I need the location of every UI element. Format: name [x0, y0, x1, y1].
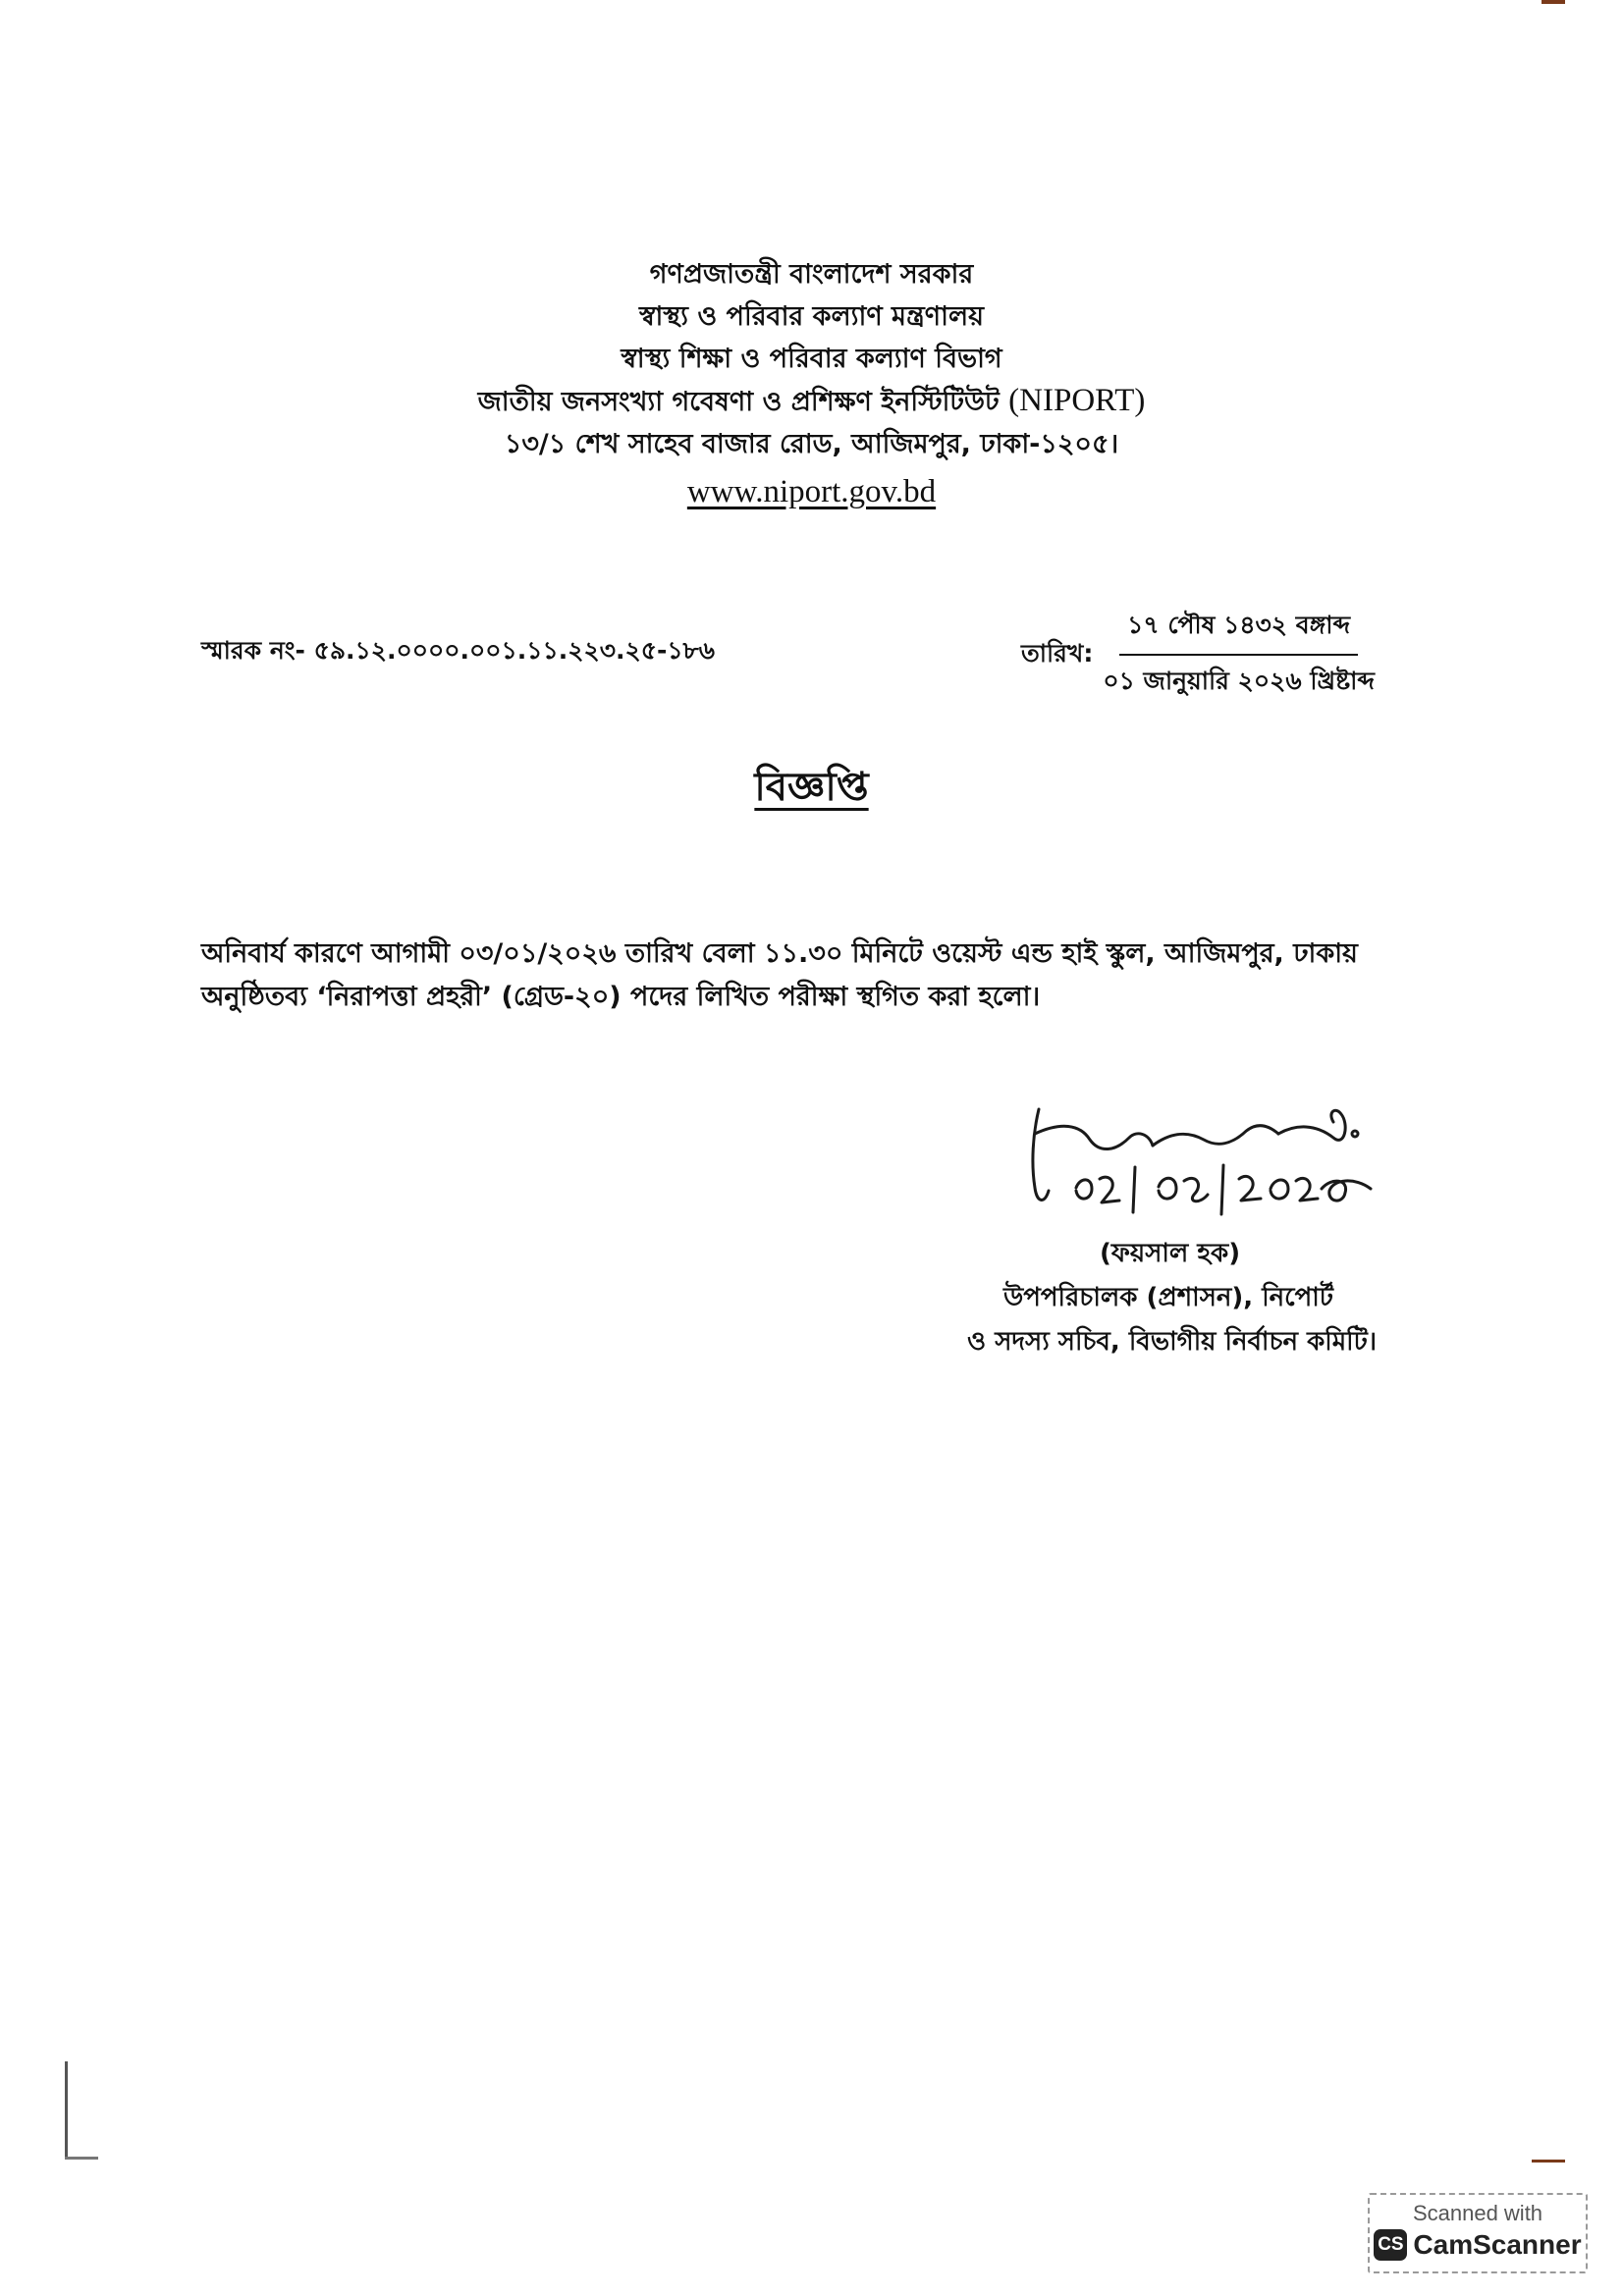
notice-title-text: বিজ্ঞপ্তি [754, 765, 869, 810]
camscanner-brand-row [1370, 2229, 1586, 2261]
date-bangla: ১৭ পৌষ ১৪৩২ বঙ্গাব্দ [1119, 606, 1358, 656]
institute-abbreviation: (NIPORT) [1008, 383, 1146, 418]
date-gregorian: ০১ জানুয়ারি ২০২৬ খ্রিষ্টাব্দ [1103, 667, 1375, 695]
camscanner-logo-icon: CS [1374, 2229, 1407, 2261]
scan-edge-mark-right [1532, 2160, 1565, 2163]
scan-edge-mark-left [65, 2061, 68, 2158]
institute-address: ১৩/১ শেখ সাহেব বাজার রোড, আজিমপুর, ঢাকা-১২০৫। [504, 429, 1119, 459]
signer-designation: উপপরিচালক (প্রশাসন), নিপোর্ট [1003, 1283, 1333, 1312]
camscanner-watermark [1368, 2193, 1588, 2273]
scan-edge-mark-top [1542, 0, 1565, 4]
date-fraction [1099, 606, 1379, 704]
scanned-with-label: Scanned with [1412, 2201, 1543, 2225]
notice-body-line-1: অনিবার্য কারণে আগামী ০৩/০১/২০২৬ তারিখ বেলা ১১.৩০ মিনিটে ওয়েস্ট এন্ড হাই স্কুল, আজিমপুর, ঢাকায় [201, 938, 1358, 969]
notice-title [0, 756, 1623, 822]
signer-name: (ফয়সাল হক) [1100, 1239, 1241, 1268]
memo-number: স্মারক নং- ৫৯.১২.০০০০.০০১.১১.২২৩.২৫-১৮৬ [201, 636, 716, 665]
scan-edge-mark-left-foot [65, 2157, 98, 2160]
division-name: স্বাস্থ্য শিক্ষা ও পরিবার কল্যাণ বিভাগ [621, 344, 1002, 374]
notice-body-line-2: অনুষ্ঠিতব্য ‘নিরাপত্তা প্রহরী’ (গ্রেড-২০) পদের লিখিত পরীক্ষা স্থগিত করা হলো। [201, 982, 1041, 1012]
institute-name [0, 380, 1623, 423]
government-name: গণপ্রজাতন্ত্রী বাংলাদেশ সরকার [649, 259, 974, 290]
letterhead [0, 253, 1623, 514]
handwritten-signature [1021, 1095, 1492, 1252]
website-link[interactable]: www.niport.gov.bd [686, 474, 937, 509]
date-label: তারিখ: [1021, 638, 1094, 667]
institute-name-bangla: জাতীয় জনসংখ্যা গবেষণা ও প্রশিক্ষণ ইনস্টিটিউট [477, 387, 1000, 417]
notice-body [201, 933, 1419, 1019]
ministry-name: স্বাস্থ্য ও পরিবার কল্যাণ মন্ত্রণালয় [639, 301, 984, 332]
camscanner-brand-name: CamScanner [1413, 2229, 1582, 2260]
date-block [1021, 606, 1379, 704]
signer-committee-role: ও সদস্য সচিব, বিভাগীয় নির্বাচন কমিটি। [967, 1327, 1378, 1357]
